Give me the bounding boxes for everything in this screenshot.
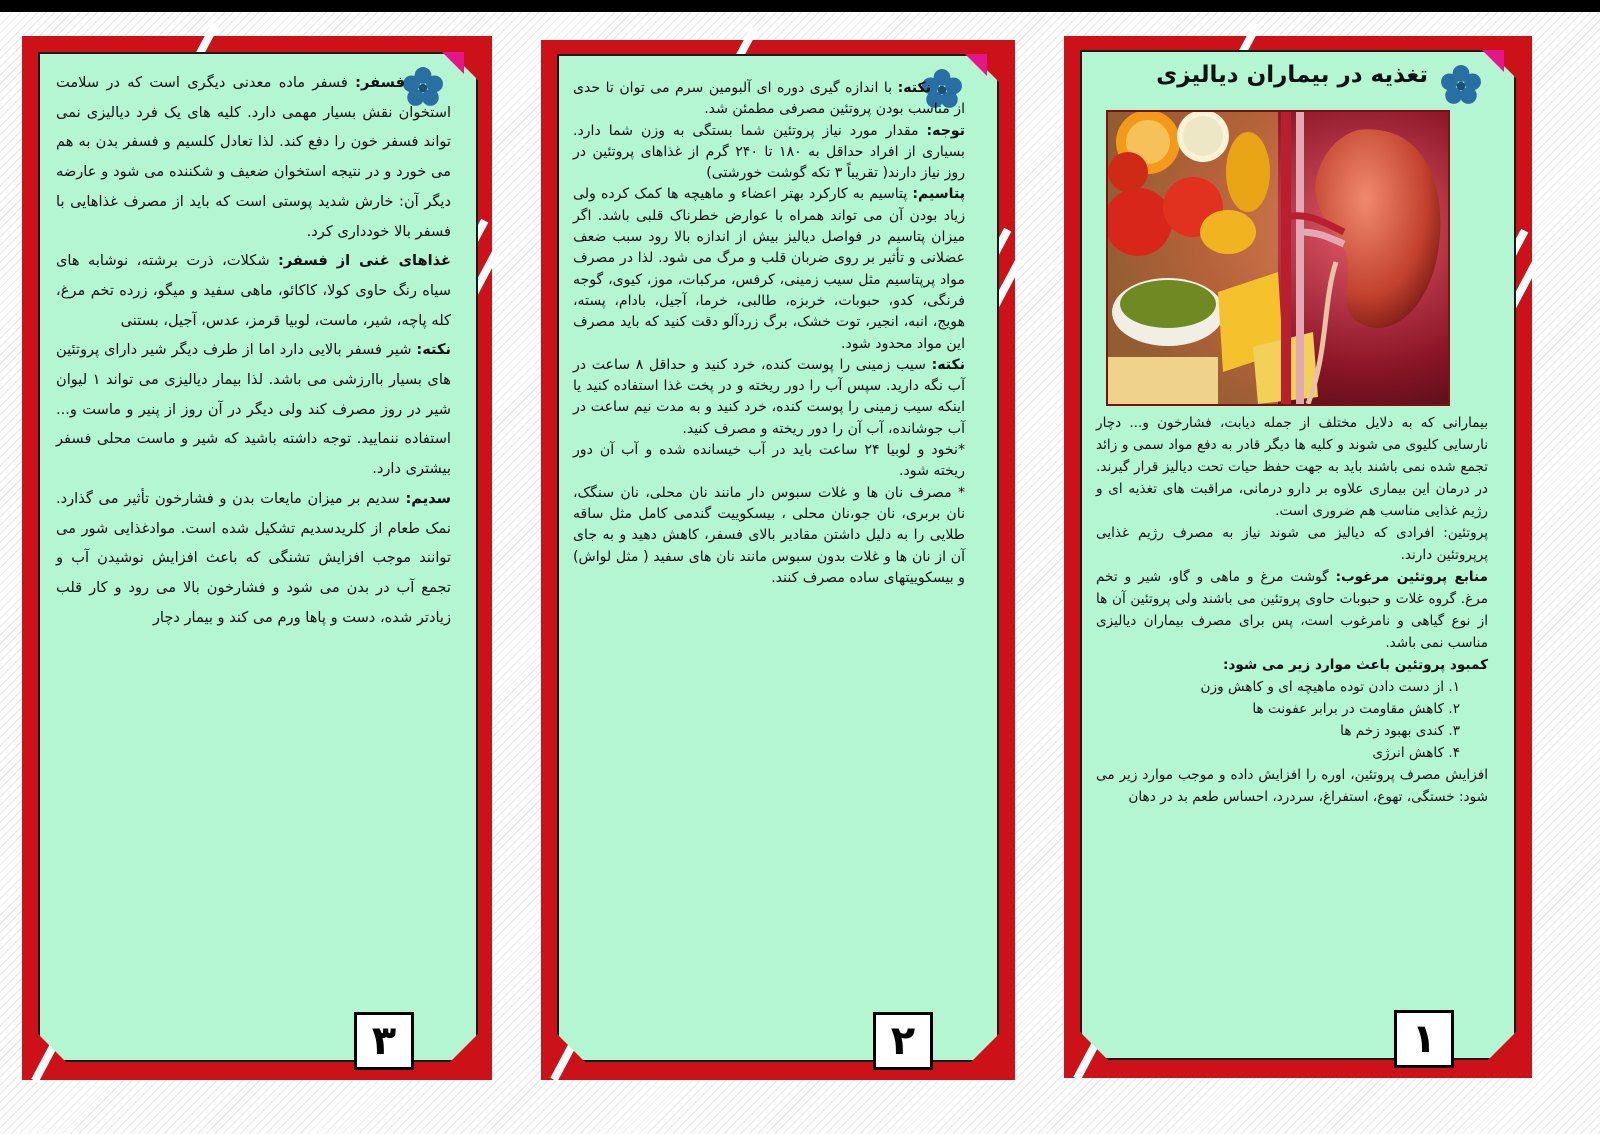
page-title: تغذیه در بیماران دیالیزی [1156,62,1428,88]
albumin-note-label: نکته: [897,80,931,96]
list-item: ۴. کاهش انرژی [1372,745,1460,761]
rich-foods-paragraph [56,246,451,335]
potato-note-text: سیب زمینی را پوست کنده، خرد کنید و حداقل ۸ ساعت در آب نگه دارید. سپس آب را دور ریخته و در پخت غذا استفاده کنید یا اینکه سیب زمینی را پوست کنده، خرد کنید و به مدت نیم ساعت در آب جوشانده، آب آن را دور ریخته و مصرف کنید. [573,356,965,437]
page-number: ۲ [873,1012,933,1070]
albumin-note-text: با اندازه گیری دوره ای آلبومین سرم می توان تا حدی از مناسب بودن پروتئین مصرفی مطمئن شد. [573,80,965,118]
potassium-label: پتاسیم: [912,186,965,203]
protein-paragraph: پروتئین: افرادی که دیالیز می شوند نیاز به مصرف رژیم غذایی پرپروتئین دارند. [1096,525,1488,563]
attention-label: توجه: [926,122,965,139]
top-border [0,0,1600,12]
panel2-body [573,78,965,589]
potato-note-paragraph [573,355,965,440]
panel-page-2 [541,40,1015,1080]
deficiency-heading: کمبود پروتئین باعث موارد زیر می شود: [1222,657,1488,673]
protein-sources-label: منابع پروتئین مرغوب: [1335,569,1488,585]
kidney-food-illustration [1108,112,1448,404]
phosphorus-paragraph [56,68,451,246]
intro-paragraph: بیمارانی که به دلایل مختلف از جمله دیابت، فشارخون و... دچار نارسایی کلیوی می شوند و کلیه ها دیگر قادر به دفع مواد سمی و زائد تجمع شده نمی باشند باید به جهت حفظ حیات تحت دیالیز قرار گیرند. در درمان این بیماری علاوه بر دارو درمانی، مراقبت های تغذیه ای و رژیم غذایی مناسب هم ضروری است. [1096,415,1488,519]
panel-page-3 [22,36,492,1080]
page-number: ۳ [354,1012,414,1070]
kidney-food-image [1106,110,1450,406]
sodium-text: سدیم بر میزان مایعات بدن و فشارخون تأثیر می گذارد. نمک طعام از کلریدسدیم تشکیل شده است. موادغذایی شور می توانند موجب افزایش تشنگی که باعث افزایش نوشیدن آب و تجمع آب در بدن می شود و فشارخون بالا می رود و کار قلب زیادتر شده، دست و پاها ورم می کند و بیمار دچار [56,489,451,626]
panel1-body [1096,412,1488,808]
potassium-paragraph [573,184,965,354]
attention-text: مقدار مورد نیاز پروتئین شما بستگی به وزن شما دارد. بسیاری از افراد حداقل به ۱۸۰ تا ۲۴۰ گرم از غذاهای پروتئین در روز نیاز دارند( تقریباً ۳ تکه گوشت خورشتی) [573,122,965,182]
phosphorus-text: فسفر ماده معدنی دیگری است که در سلامت استخوان نقش بسیار مهمی دارد. کلیه های یک فرد دیالیزی نمی تواند فسفر خون را دفع کند. لذا تعادل کلسیم و فسفر بدن به هم می خورد و در نتیجه استخوان ضعیف و شکننده می شود و عارضه دیگر آن: خارش شدید پوستی است که باید از مصرف غذاهایی با فسفر بالا خودداری کرد. [56,74,451,240]
list-item: ۲. کاهش مقاومت در برابر عفونت ها [1252,701,1460,717]
legumes-bullet: *نخود و لوبیا ۲۴ ساعت باید در آب خیسانده شده و آب آن دور ریخته شود. [573,442,965,480]
sodium-label: سدیم: [405,489,451,507]
panel-page-1 [1064,36,1532,1078]
excess-protein-paragraph: افزایش مصرف پروتئین، اوره را افزایش داده و موجب موارد زیر می شود: خستگی، تهوع، استفراغ، سردرد، احساس طعم بد در دهان [1096,767,1488,805]
rich-foods-text: شکلات، ذرت برشته، نوشابه های سیاه رنگ حاوی کولا، کاکائو، ماهی سفید و میگو، زرده تخم مرغ، کله پاچه، شیر، ماست، لوبیا قرمز، عدس، آجیل، بستنی [56,252,451,329]
list-item: ۱. از دست دادن توده ماهیچه ای و کاهش وزن [1200,679,1460,695]
flower-icon [1440,64,1482,106]
bread-bullet: * مصرف نان ها و غلات سبوس دار مانند نان محلی، نان سنگک، نان بربری، نان جو،نان محلی ، بیسکوییت گندمی کامل مثل ساقه طلایی را به دلیل داشتن مقادیر بالای فسفر، کاهش دهید و به جای آن از نان ها و غلات بدون سبوس مانند نان های سفید ( مثل لواش) و بیسکوییتهای ساده مصرف کنند. [573,484,965,586]
milk-note-text: شیر فسفر بالایی دارد اما از طرف دیگر شیر دارای پروتئین های بسیار باارزشی می باشد. لذا بیمار دیالیزی می تواند ۱ لیوان شیر در روز مصرف کند ولی دیگر در آن روز از پنیر و ماست و... استفاده ننمایید. توجه داشته باشید که شیر و ماست محلی فسفر بیشتری دارد. [56,341,451,478]
list-item: ۳. کندی بهبود زخم ها [1340,723,1460,739]
potassium-text: پتاسیم به کارکرد بهتر اعضاء و ماهیچه ها کمک کرده ولی زیاد بودن آن می تواند همراه با عوارض خطرناک قلبی باشد. اگر میزان پتاسیم در فواصل دیالیز بیش از اندازه بالا رود سبب ضعف عضلانی و تأثیر بر روی ضربان قلب و مرگ می شود. لذا در مصرف مواد پرپتاسیم مثل سیب زمینی، کرفس، مرکبات، موز، کیوی، گوجه فرنگی، کدو، حبوبات، خربزه، طالبی، خرما، آجیل، بادام، پسته، هویج، انبه، انجیر، توت خشک، برگ زردآلو دقت کنید که باید مصرف این مواد محدود شود. [573,186,965,352]
albumin-note-paragraph [573,78,965,121]
panel3-body [56,68,451,632]
sodium-paragraph [56,484,451,633]
attention-paragraph [573,121,965,185]
page-number: ۱ [1394,1010,1454,1068]
protein-sources-paragraph [1096,566,1488,654]
milk-note-label: نکته: [416,341,451,359]
rich-foods-label: غذاهای غنی از فسفر: [278,252,451,270]
phosphorus-label: فسفر: [355,74,405,91]
potato-note-label: نکته: [931,356,965,373]
protein-sources-text: گوشت مرغ و ماهی و گاو، شیر و تخم مرغ. گروه غلات و حبوبات حاوی پروتئین می باشند ولی پروتئین آن ها از نوع گیاهی و نامرغوب است، پس برای مصرف بیماران دیالیزی مناسب نمی باشد. [1096,569,1488,651]
milk-note-paragraph [56,335,451,484]
